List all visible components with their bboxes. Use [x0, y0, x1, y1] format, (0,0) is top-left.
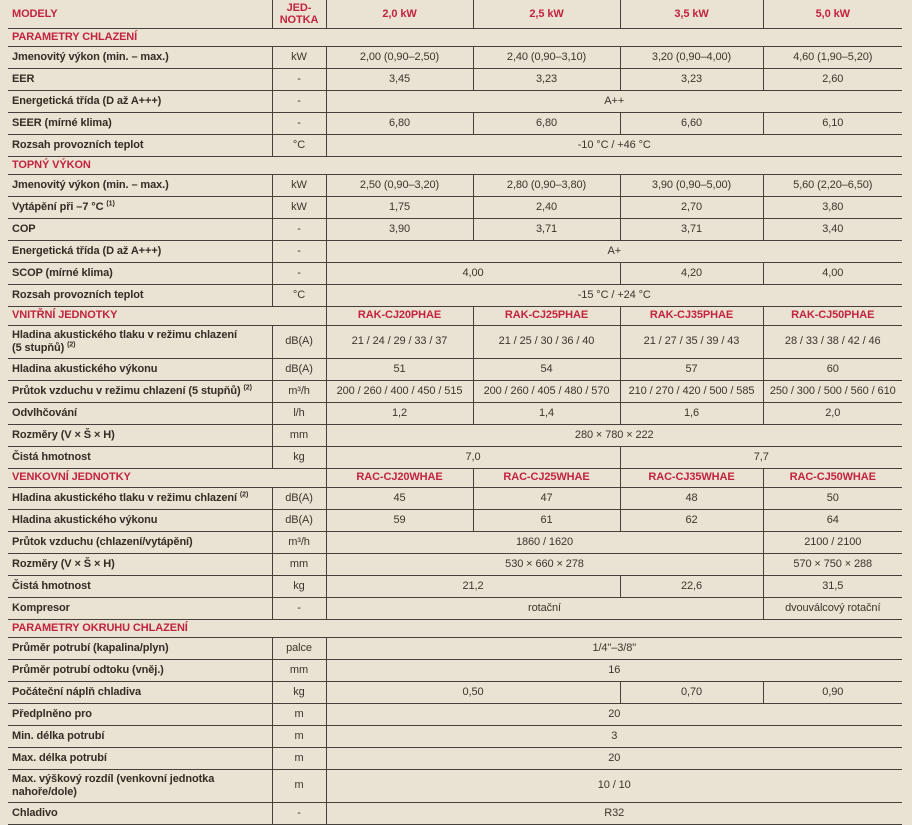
row-label: Max. délka potrubí [8, 747, 272, 769]
value-cell: 1860 / 1620 [326, 531, 763, 553]
value-cell: 22,6 [620, 575, 763, 597]
value-cell: R32 [326, 802, 902, 824]
value-cell: 28 / 33 / 38 / 42 / 46 [763, 325, 902, 358]
row-label: Průtok vzduchu v režimu chlazení (5 stupňů) $^{(2)}$ [8, 380, 272, 402]
value-cell: 3,71 [473, 218, 620, 240]
unit-cell: l/h [272, 402, 326, 424]
row-label: Vytápění při –7 °C $^{(1)}$ [8, 196, 272, 218]
capacity-column-header: 5,0 kW [763, 0, 902, 28]
unit-cell: mm [272, 553, 326, 575]
unit-cell: °C [272, 134, 326, 156]
table-row [8, 446, 902, 468]
unit-cell: mm [272, 659, 326, 681]
model-name: RAK-CJ25PHAE [473, 306, 620, 325]
unit-cell: dB(A) [272, 487, 326, 509]
capacity-column-header: 2,5 kW [473, 0, 620, 28]
model-name: RAC-CJ25WHAE [473, 468, 620, 487]
model-name: RAC-CJ20WHAE [326, 468, 473, 487]
value-cell: 60 [763, 358, 902, 380]
value-cell: 6,80 [473, 112, 620, 134]
table-row [8, 262, 902, 284]
row-label: Odvlhčování [8, 402, 272, 424]
table-row [8, 46, 902, 68]
unit-cell: m [272, 747, 326, 769]
value-cell: 2100 / 2100 [763, 531, 902, 553]
table-row [8, 747, 902, 769]
value-cell: 48 [620, 487, 763, 509]
section-title: VENKOVNÍ JEDNOTKY [8, 468, 326, 487]
value-cell: rotační [326, 597, 763, 619]
unit-cell: m [272, 725, 326, 747]
models-header-label: MODELY [8, 0, 272, 28]
unit-cell: kg [272, 575, 326, 597]
unit-cell: kg [272, 446, 326, 468]
value-cell: 280 × 780 × 222 [326, 424, 902, 446]
value-cell: 4,00 [326, 262, 620, 284]
row-label: Čistá hmotnost [8, 575, 272, 597]
value-cell: 2,00 (0,90–2,50) [326, 46, 473, 68]
value-cell: 6,60 [620, 112, 763, 134]
value-cell: 61 [473, 509, 620, 531]
table-row [8, 424, 902, 446]
value-cell: 21 / 25 / 30 / 36 / 40 [473, 325, 620, 358]
value-cell: -15 °C / +24 °C [326, 284, 902, 306]
value-cell: 3 [326, 725, 902, 747]
value-cell: 21 / 24 / 29 / 33 / 37 [326, 325, 473, 358]
value-cell: 2,70 [620, 196, 763, 218]
value-cell: 59 [326, 509, 473, 531]
section-models-row [8, 468, 902, 487]
row-label: Počáteční náplň chladiva [8, 681, 272, 703]
value-cell: dvouválcový rotační [763, 597, 902, 619]
row-label: EER [8, 68, 272, 90]
section-title-row [8, 156, 902, 174]
table-row [8, 509, 902, 531]
value-cell: 2,80 (0,90–3,80) [473, 174, 620, 196]
unit-cell: dB(A) [272, 325, 326, 358]
value-cell: 530 × 660 × 278 [326, 553, 763, 575]
unit-cell: - [272, 802, 326, 824]
value-cell: 47 [473, 487, 620, 509]
row-label: SEER (mírné klima) [8, 112, 272, 134]
row-label: Min. délka potrubí [8, 725, 272, 747]
table-row [8, 487, 902, 509]
value-cell: 1,75 [326, 196, 473, 218]
value-cell: 570 × 750 × 288 [763, 553, 902, 575]
value-cell: 2,40 (0,90–3,10) [473, 46, 620, 68]
section-title: TOPNÝ VÝKON [8, 156, 902, 174]
row-label: COP [8, 218, 272, 240]
model-name: RAK-CJ20PHAE [326, 306, 473, 325]
value-cell: 51 [326, 358, 473, 380]
unit-cell: kW [272, 174, 326, 196]
section-models-row [8, 306, 902, 325]
value-cell: 1,2 [326, 402, 473, 424]
value-cell: 6,80 [326, 112, 473, 134]
value-cell: 4,20 [620, 262, 763, 284]
footnote-marker: (1) [106, 199, 115, 207]
value-cell: 1/4"–3/8" [326, 637, 902, 659]
unit-cell: kg [272, 681, 326, 703]
table-row [8, 68, 902, 90]
unit-cell: dB(A) [272, 509, 326, 531]
value-cell: 16 [326, 659, 902, 681]
row-label: Průměr potrubí (kapalina/plyn) [8, 637, 272, 659]
value-cell: 200 / 260 / 405 / 480 / 570 [473, 380, 620, 402]
row-label: Hladina akustického tlaku v režimu chlazení $^{(2)}$ [8, 487, 272, 509]
value-cell: 250 / 300 / 500 / 560 / 610 [763, 380, 902, 402]
table-row [8, 134, 902, 156]
value-cell: 3,45 [326, 68, 473, 90]
row-label: Chladivo [8, 802, 272, 824]
table-row [8, 681, 902, 703]
table-row [8, 703, 902, 725]
value-cell: -10 °C / +46 °C [326, 134, 902, 156]
unit-cell: kW [272, 46, 326, 68]
value-cell: 2,40 [473, 196, 620, 218]
unit-cell: mm [272, 424, 326, 446]
table-row [8, 659, 902, 681]
value-cell: 3,20 (0,90–4,00) [620, 46, 763, 68]
model-name: RAK-CJ50PHAE [763, 306, 902, 325]
row-label: Předplněno pro [8, 703, 272, 725]
value-cell: 2,0 [763, 402, 902, 424]
value-cell: 6,10 [763, 112, 902, 134]
table-row [8, 575, 902, 597]
table-row [8, 637, 902, 659]
value-cell: 0,50 [326, 681, 620, 703]
spec-table-body [8, 0, 902, 824]
table-row [8, 802, 902, 824]
value-cell: 3,71 [620, 218, 763, 240]
row-label: Průtok vzduchu (chlazení/vytápění) [8, 531, 272, 553]
table-row [8, 597, 902, 619]
value-cell: 210 / 270 / 420 / 500 / 585 [620, 380, 763, 402]
unit-cell: - [272, 240, 326, 262]
value-cell: 3,23 [620, 68, 763, 90]
table-row [8, 725, 902, 747]
table-row [8, 196, 902, 218]
value-cell: 21 / 27 / 35 / 39 / 43 [620, 325, 763, 358]
value-cell: 62 [620, 509, 763, 531]
unit-cell: - [272, 218, 326, 240]
row-label: SCOP (mírné klima) [8, 262, 272, 284]
value-cell: 20 [326, 747, 902, 769]
table-row [8, 174, 902, 196]
row-label: Čistá hmotnost [8, 446, 272, 468]
value-cell: 31,5 [763, 575, 902, 597]
table-row [8, 325, 902, 358]
table-row [8, 553, 902, 575]
model-name: RAC-CJ50WHAE [763, 468, 902, 487]
spec-table [8, 0, 902, 825]
unit-cell: °C [272, 284, 326, 306]
unit-cell: - [272, 262, 326, 284]
value-cell: 20 [326, 703, 902, 725]
value-cell: 0,90 [763, 681, 902, 703]
value-cell: 50 [763, 487, 902, 509]
row-label: Max. výškový rozdíl (venkovní jednotka nahoře/dole) [8, 769, 272, 802]
section-title-row [8, 619, 902, 637]
unit-cell: kW [272, 196, 326, 218]
unit-cell: m [272, 703, 326, 725]
value-cell: A+ [326, 240, 902, 262]
value-cell: 3,40 [763, 218, 902, 240]
value-cell: 10 / 10 [326, 769, 902, 802]
table-row [8, 218, 902, 240]
value-cell: A++ [326, 90, 902, 112]
row-label: Hladina akustického tlaku v režimu chlazení (5 stupňů) $^{(2)}$ [8, 325, 272, 358]
row-label: Energetická třída (D až A+++) [8, 240, 272, 262]
unit-cell: - [272, 597, 326, 619]
value-cell: 1,4 [473, 402, 620, 424]
model-name: RAC-CJ35WHAE [620, 468, 763, 487]
value-cell: 2,60 [763, 68, 902, 90]
row-label: Jmenovitý výkon (min. – max.) [8, 46, 272, 68]
capacity-column-header: 3,5 kW [620, 0, 763, 28]
unit-cell: - [272, 68, 326, 90]
value-cell: 57 [620, 358, 763, 380]
model-name: RAK-CJ35PHAE [620, 306, 763, 325]
section-title: VNITŘNÍ JEDNOTKY [8, 306, 326, 325]
row-label: Energetická třída (D až A+++) [8, 90, 272, 112]
footnote-marker: (2) [239, 490, 249, 498]
row-label: Kompresor [8, 597, 272, 619]
unit-cell: - [272, 90, 326, 112]
value-cell: 0,70 [620, 681, 763, 703]
table-row [8, 380, 902, 402]
row-label: Rozměry (V × Š × H) [8, 553, 272, 575]
value-cell: 5,60 (2,20–6,50) [763, 174, 902, 196]
table-row [8, 358, 902, 380]
table-header-row [8, 0, 902, 28]
value-cell: 3,23 [473, 68, 620, 90]
table-row [8, 240, 902, 262]
value-cell: 54 [473, 358, 620, 380]
value-cell: 21,2 [326, 575, 620, 597]
unit-cell: - [272, 112, 326, 134]
row-label: Rozsah provozních teplot [8, 134, 272, 156]
row-label: Rozměry (V × Š × H) [8, 424, 272, 446]
unit-column-header: JED- NOTKA [272, 0, 326, 28]
unit-cell: m³/h [272, 531, 326, 553]
row-label: Jmenovitý výkon (min. – max.) [8, 174, 272, 196]
unit-cell: m [272, 769, 326, 802]
row-label: Průměr potrubí odtoku (vněj.) [8, 659, 272, 681]
value-cell: 64 [763, 509, 902, 531]
value-cell: 3,90 (0,90–5,00) [620, 174, 763, 196]
table-row [8, 90, 902, 112]
table-row [8, 402, 902, 424]
footnote-marker: (2) [243, 383, 252, 391]
value-cell: 7,7 [620, 446, 902, 468]
row-label: Rozsah provozních teplot [8, 284, 272, 306]
value-cell: 4,00 [763, 262, 902, 284]
value-cell: 1,6 [620, 402, 763, 424]
value-cell: 3,80 [763, 196, 902, 218]
value-cell: 4,60 (1,90–5,20) [763, 46, 902, 68]
unit-cell: m³/h [272, 380, 326, 402]
row-label: Hladina akustického výkonu [8, 358, 272, 380]
value-cell: 200 / 260 / 400 / 450 / 515 [326, 380, 473, 402]
section-title: PARAMETRY OKRUHU CHLAZENÍ [8, 619, 902, 637]
section-title: PARAMETRY CHLAZENÍ [8, 28, 902, 46]
table-row [8, 531, 902, 553]
table-row [8, 769, 902, 802]
table-row [8, 112, 902, 134]
row-label: Hladina akustického výkonu [8, 509, 272, 531]
unit-cell: palce [272, 637, 326, 659]
value-cell: 3,90 [326, 218, 473, 240]
value-cell: 2,50 (0,90–3,20) [326, 174, 473, 196]
table-row [8, 284, 902, 306]
value-cell: 45 [326, 487, 473, 509]
unit-cell: dB(A) [272, 358, 326, 380]
value-cell: 7,0 [326, 446, 620, 468]
section-title-row [8, 28, 902, 46]
footnote-marker: (2) [67, 340, 76, 348]
capacity-column-header: 2,0 kW [326, 0, 473, 28]
